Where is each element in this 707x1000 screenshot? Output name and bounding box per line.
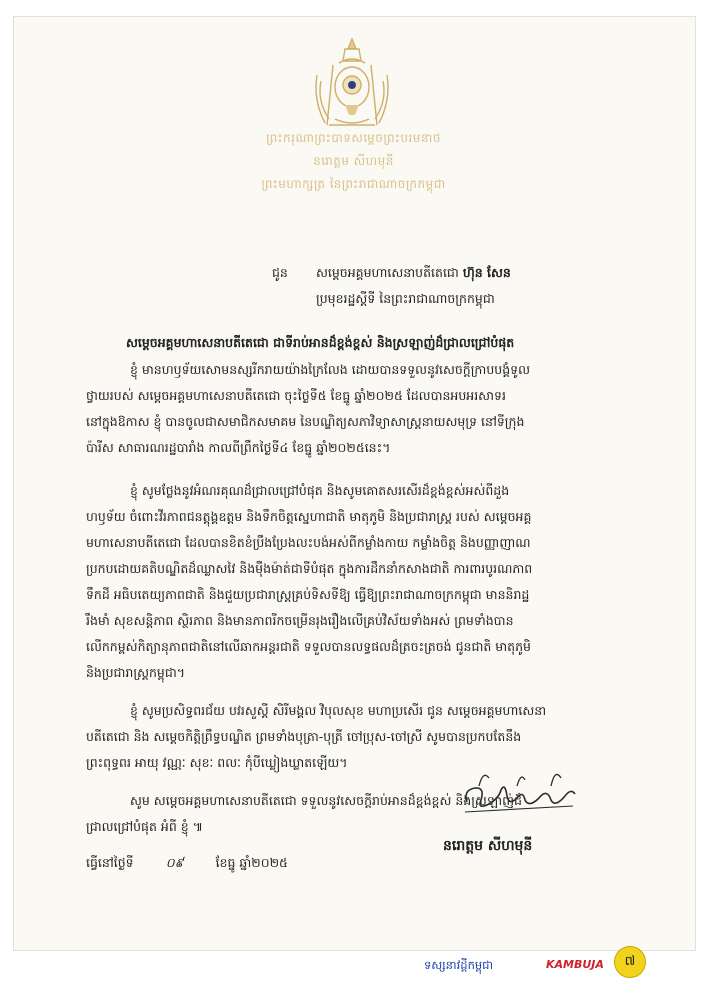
- letter-subject: សម្តេចអគ្គមហាសេនាបតីតេជោ ជាទីរាប់អានដ៏ខ្ពង់ខ្ពស់ និងស្រឡាញ់ដ៏ជ្រាលជ្រៅបំផុត: [126, 335, 515, 350]
- page-number-badge: ៧: [614, 946, 646, 978]
- header-line-3: ព្រះមហាក្សត្រ នៃព្រះរាជាណាចក្រកម្ពុជា: [261, 177, 446, 191]
- header-line-2: នរោត្តម សីហមុនី: [313, 154, 394, 168]
- recipient-line: [316, 260, 511, 285]
- date-line: [86, 850, 288, 875]
- p2-line: ខ្ញុំ សូមថ្លែងនូវអំណរគុណដ៏ជ្រាលជ្រៅបំផុត និងសូមគោតសរសើរដ៏ខ្ពង់ខ្ពស់អស់ពីដួង: [130, 483, 510, 498]
- to-label: ជូន: [272, 265, 288, 280]
- date-day: ០៩: [165, 855, 184, 870]
- publication-name: ទស្សនាវដ្ដីកម្ពុជា: [424, 958, 494, 972]
- handwritten-signature: [455, 760, 585, 820]
- date-prefix: ធ្វើនៅថ្ងៃទី: [86, 855, 134, 870]
- p1-line: ខ្ញុំ មានហឫទ័យសោមនស្សរីករាយយ៉ាងក្រៃលែង ដោយបានទទួលនូវសេចក្តីក្រាបបង្គំទូល: [130, 362, 530, 377]
- p4-line: ជ្រាលជ្រៅបំផុត អំពី ខ្ញុំ ៕: [86, 819, 204, 834]
- p2-line: និងប្រជារាស្ត្រកម្ពុជា។: [86, 665, 185, 680]
- recipient-title: ប្រមុខរដ្ឋស្តីទី នៃព្រះរាជាណាចក្រកម្ពុជា: [316, 291, 495, 306]
- recipient-name: ហ៊ុន សែន: [462, 265, 511, 280]
- recipient-prefix: សម្តេចអគ្គមហាសេនាបតីតេជោ: [316, 265, 459, 280]
- p3-line: ខ្ញុំ សូមប្រសិទ្ធពរជ័យ បវរសួស្តី សិរីមង្គល វិបុលសុខ មហាប្រសើរ ជូន សម្តេចអគ្គមហាសេនា: [130, 703, 547, 718]
- p1-line: ប៉ារីស សាធារណរដ្ឋបារាំង កាលពីព្រឹកថ្ងៃទី៤ ខែធ្នូ ឆ្នាំ២០២៥នេះ។: [86, 440, 391, 455]
- p1-line: នៅក្នុងឱកាស ខ្ញុំ បានចូលជាសមាជិកសមាគម នៃបណ្ឌិត្យសភាវិទ្យាសាស្ត្រនាយសមុទ្រ នៅទីក្រុង: [86, 414, 525, 429]
- p2-line: ប្រកបដោយគតិបណ្ឌិតដ៏ឈ្លាសវៃ និងម៉ឺងម៉ាត់ជាទីបំផុត ក្នុងការដឹកនាំកសាងជាតិ ការពារបូរណភាព: [86, 561, 533, 576]
- p1-line: ថ្វាយរបស់ សម្តេចអគ្គមហាសេនាបតីតេជោ ចុះថ្ងៃទី៥ ខែធ្នូ ឆ្នាំ២០២៥ ដែលបានអបអរសាទរ: [86, 388, 506, 403]
- date-suffix: ខែធ្នូ ឆ្នាំ២០២៥: [215, 855, 288, 870]
- p2-line: មហាសេនាបតីតេជោ ដែលបានខិតខំប្រឹងប្រែងលះបង់អស់ពីកម្លាំងកាយ កម្លាំងចិត្ត និងបញ្ញាញាណ: [86, 535, 531, 550]
- p3-line: ព្រះពុទ្ធពរ អាយុ វណ្ណៈ សុខៈ ពលៈ កុំបីឃ្លៀងឃ្លាតឡើយ។: [86, 755, 348, 770]
- p4-line: សូម សម្តេចអគ្គមហាសេនាបតីតេជោ ទទួលនូវសេចក្តីរាប់អានដ៏ខ្ពង់ខ្ពស់ និងស្រឡាញ់ដ៏: [130, 793, 522, 808]
- publication-brand: KAMBUJA: [546, 958, 604, 971]
- royal-crest-icon: [305, 35, 400, 135]
- signatory-name: នរោត្តម សីហមុនី: [443, 838, 533, 854]
- p2-line: លើកកម្ពស់កិត្យានុភាពជាតិនៅលើឆាកអន្តរជាតិ ទទួលបានលទ្ធផលដ៏ត្រចះត្រចង់ ជូនជាតិ មាតុភូមិ: [86, 639, 531, 654]
- p2-line: ហឫទ័យ ចំពោះវីរភាពជនត្តុង្គឧត្តម និងទឹកចិត្តស្នេហាជាតិ មាតុភូមិ និងប្រជារាស្ត្រ របស់ សម្តេចអគ្គ: [86, 509, 532, 524]
- p2-line: ទឹកដី អធិបតេយ្យភាពជាតិ និងជួយប្រជារាស្ត្រគ្រប់ទិសទីឱ្យ ធ្វើឱ្យព្រះរាជាណាចក្រកម្ពុជា មាននិរាដ្ឋ: [86, 587, 530, 602]
- p2-line: រឹងមាំ សុខសន្តិភាព ស្ថិរភាព និងមានភាពរីកចម្រើនរុងរឿងលើគ្រប់វិស័យទាំងអស់ ព្រមទាំងបាន: [86, 613, 514, 628]
- header-line-1: ព្រះករុណាព្រះបាទសម្តេចព្រះបរមនាថ: [266, 131, 441, 145]
- p3-line: បតីតេជោ និង សម្តេចកិត្តិព្រឹទ្ធបណ្ឌិត ព្រមទាំងបុត្រា-បុត្រី ចៅប្រុស-ចៅស្រី សូមបានប្រកបតែនឹង: [86, 729, 522, 744]
